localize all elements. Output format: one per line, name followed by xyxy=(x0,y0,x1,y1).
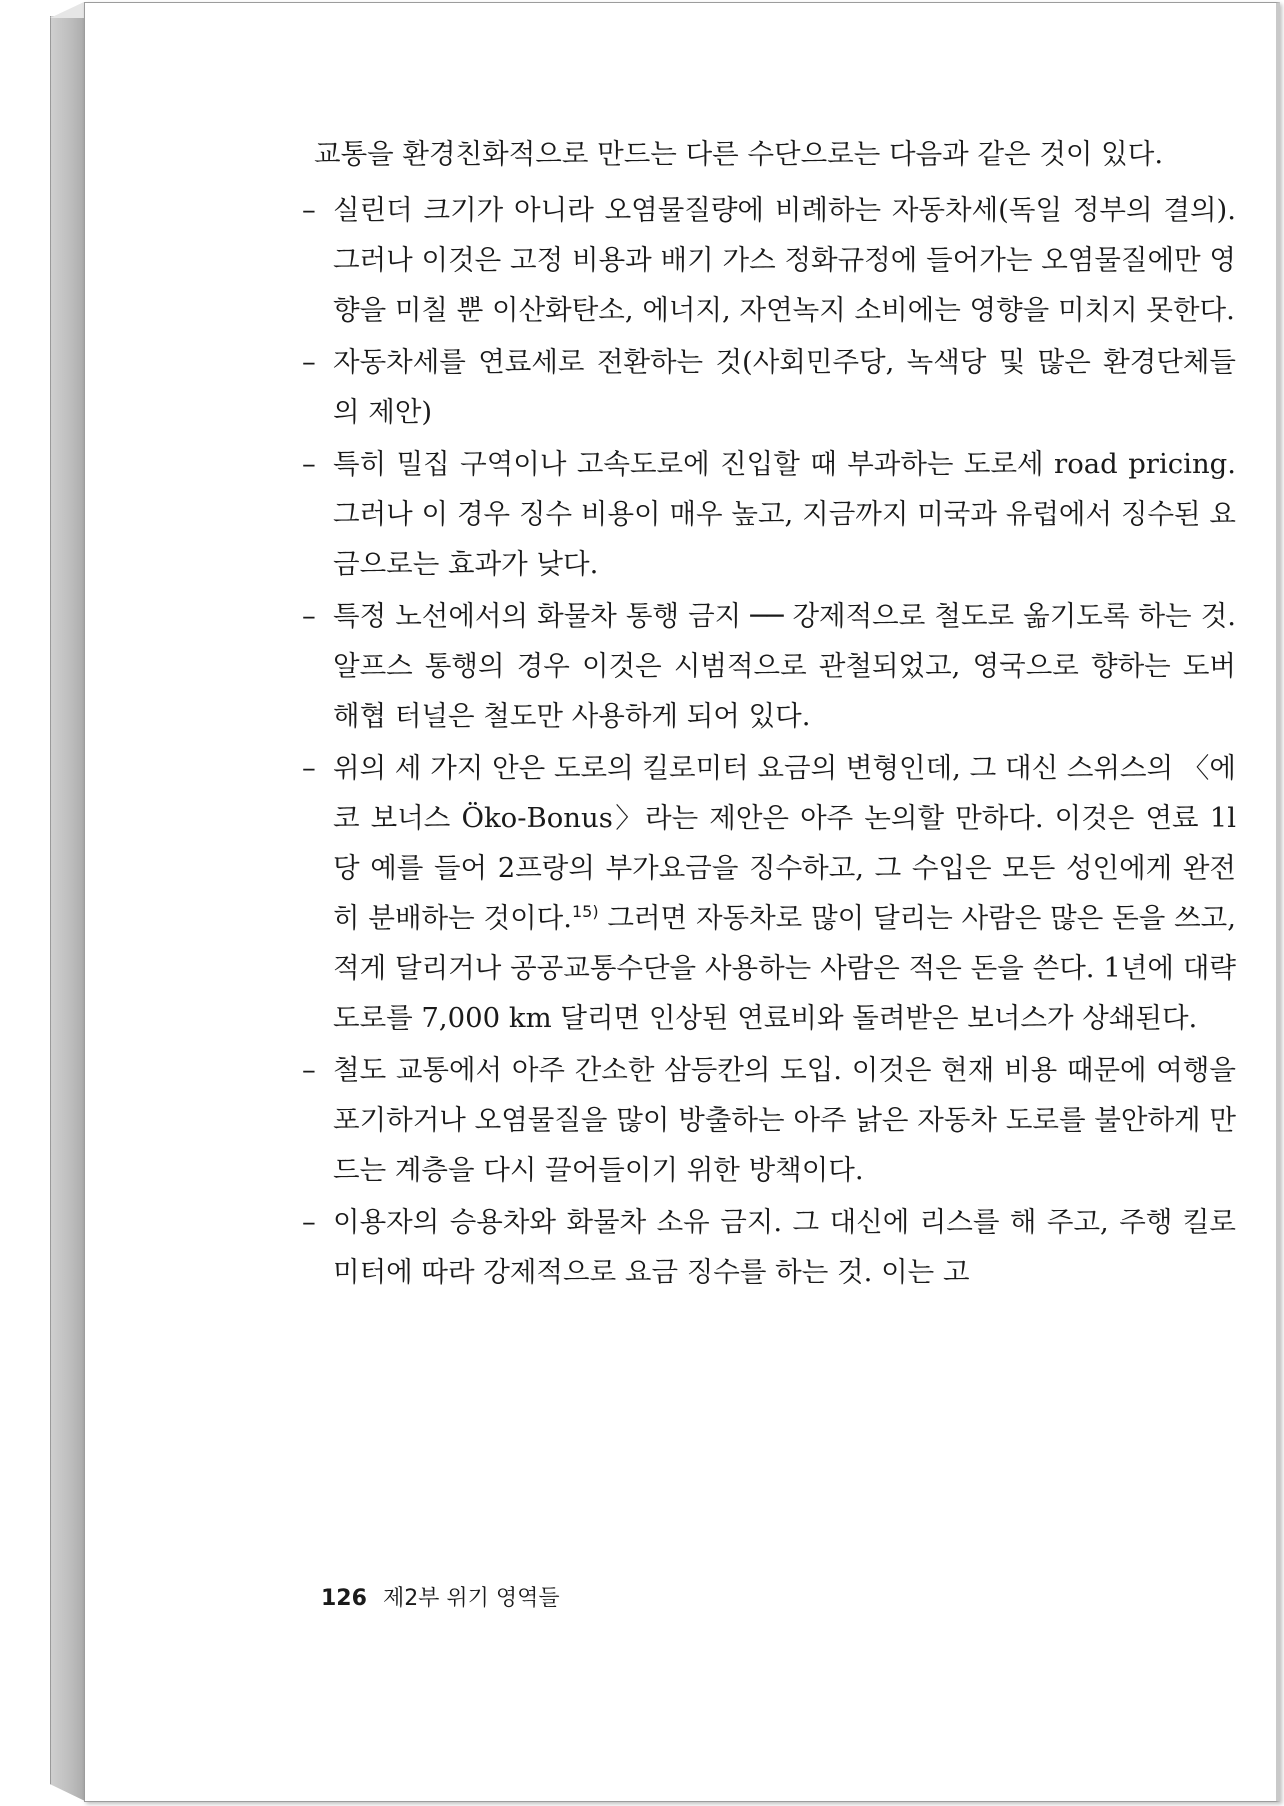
list-item xyxy=(278,1197,1236,1297)
running-title: 제2부 위기 영역들 xyxy=(382,1586,560,1611)
list-item-text: 특정 노선에서의 화물차 통행 금지 ── 강제적으로 철도로 옮기도록 하는 것. 알프스 통행의 경우 이것은 시범적으로 관철되었고, 영국으로 향하는 도버 해협 터널은 철도만 사용하게 되어 있다. xyxy=(333,600,1236,732)
body-text xyxy=(278,129,1236,1299)
list-item-text: 특히 밀집 구역이나 고속도로에 진입할 때 부과하는 도로세 road pricing. 그러나 이 경우 징수 비용이 매우 높고, 지금까지 미국과 유럽에서 징수된 요금으로는 효과가 낮다. xyxy=(333,448,1236,580)
dash-marker: – xyxy=(302,1054,316,1086)
dash-marker: – xyxy=(302,752,316,784)
list-item-text: 실린더 크기가 아니라 오염물질량에 비례하는 자동차세(독일 정부의 결의). 그러나 이것은 고정 비용과 배기 가스 정화규정에 들어가는 오염물질에만 영향을 미칠 뿐 이산화탄소, 에너지, 자연녹지 소비에는 영향을 미치지 못한다. xyxy=(333,194,1236,326)
footnote-marker: 15) xyxy=(571,902,599,921)
book-page xyxy=(84,2,1280,1802)
book-spine xyxy=(50,16,87,1802)
list-item xyxy=(278,743,1236,1043)
list-item-text: 이용자의 승용차와 화물차 소유 금지. 그 대신에 리스를 해 주고, 주행 킬로미터에 따라 강제적으로 요금 징수를 하는 것. 이는 고 xyxy=(333,1206,1236,1288)
list-item xyxy=(278,591,1236,741)
dash-marker: – xyxy=(302,600,316,632)
dash-marker: – xyxy=(302,448,316,480)
list-item-text-continued: 그러면 자동차로 많이 달리는 사람은 많은 돈을 쓰고, 적게 달리거나 공공교통수단을 사용하는 사람은 적은 돈을 쓴다. 1년에 대략 도로를 7,000 km 달리면 인상된 연료비와 돌려받은 보너스가 상쇄된다. xyxy=(333,902,1236,1034)
page-number: 126 xyxy=(321,1586,367,1611)
list-item-text: 자동차세를 연료세로 전환하는 것(사회민주당, 녹색당 및 많은 환경단체들의 제안) xyxy=(333,346,1236,428)
list-item xyxy=(278,1045,1236,1195)
dash-marker: – xyxy=(302,346,316,378)
page-footer xyxy=(321,1584,560,1614)
list-item xyxy=(278,439,1236,589)
list-item-text: 철도 교통에서 아주 간소한 삼등칸의 도입. 이것은 현재 비용 때문에 여행을 포기하거나 오염물질을 많이 방출하는 아주 낡은 자동차 도로를 불안하게 만드는 계층을 다시 끌어들이기 위한 방책이다. xyxy=(333,1054,1236,1186)
dash-marker: – xyxy=(302,194,316,226)
dash-marker: – xyxy=(302,1206,316,1238)
list-item xyxy=(278,185,1236,335)
list-item xyxy=(278,337,1236,437)
bullet-list xyxy=(278,185,1236,1297)
list-item-text: 위의 세 가지 안은 도로의 킬로미터 요금의 변형인데, 그 대신 스위스의 〈에코 보너스 Öko-Bonus〉라는 제안은 아주 논의할 만하다. 이것은 연료 1l 당 예를 들어 2프랑의 부가요금을 징수하고, 그 수입은 모든 성인에게 완전히 분배하는 것이다. xyxy=(333,752,1236,934)
intro-paragraph: 교통을 환경친화적으로 만드는 다른 수단으로는 다음과 같은 것이 있다. xyxy=(314,138,1164,170)
book xyxy=(50,2,1280,1802)
